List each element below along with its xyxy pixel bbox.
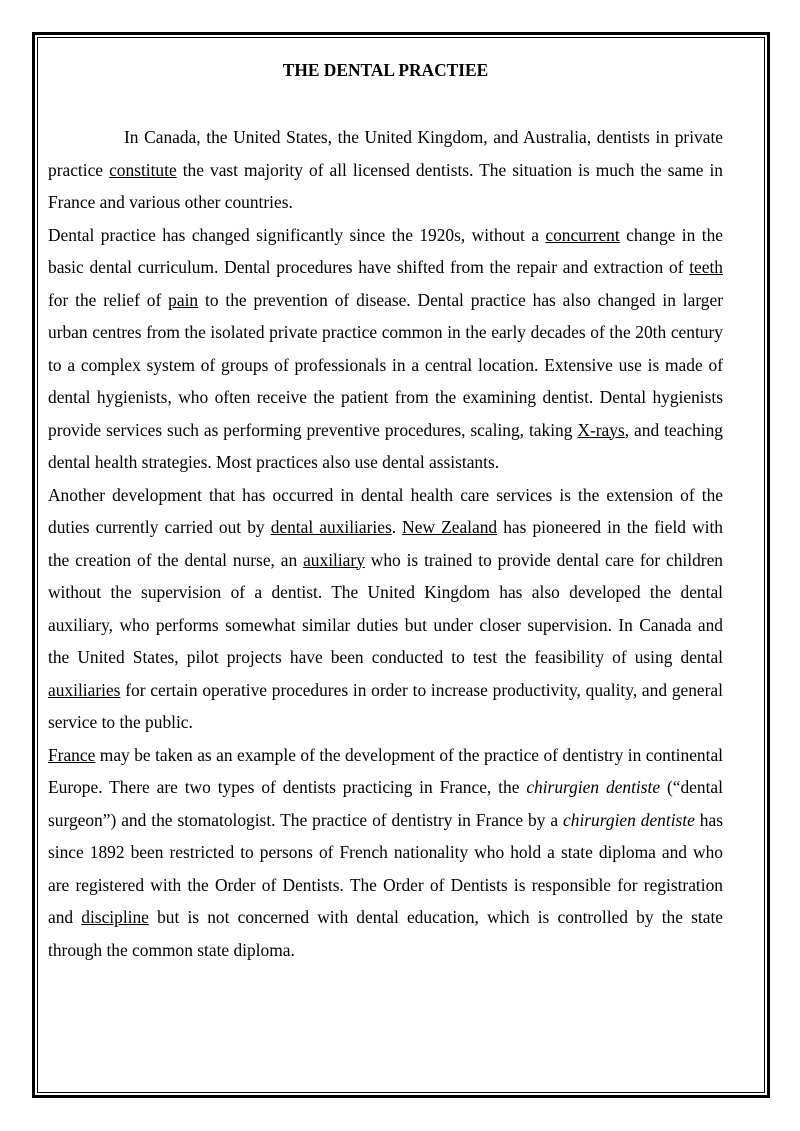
text-run: may be taken as an example of the development of the practice of dentistry in continental Europe. There are two types of dentists practicing in France, the (48, 744, 723, 797)
underlined-term: constitute (109, 159, 177, 180)
underlined-term: auxiliary (303, 549, 365, 570)
paragraph-4 (48, 739, 723, 967)
text-run: In Canada, the United States, the United Kingdom, and Australia, dentists in private practice (48, 127, 723, 180)
text-run: , and teaching dental health strategies. Most practices also use dental assistants. (48, 419, 723, 472)
italic-term: chirurgien dentiste (563, 809, 695, 830)
underlined-term: New Zealand (402, 517, 498, 537)
paragraph-3 (48, 479, 723, 739)
underlined-term: concurrent (545, 224, 620, 245)
paragraph-2 (48, 219, 723, 479)
underlined-term: X-rays (577, 419, 625, 440)
text-run: but is not concerned with dental education, which is controlled by the state through the common state diploma. (48, 907, 723, 960)
underlined-term: dental auxiliaries (270, 517, 392, 537)
text-run: . (391, 517, 403, 537)
text-run: (“dental surgeon”) and the stomatologist. The practice of dentistry in France by a (48, 777, 723, 830)
underlined-term: pain (168, 289, 199, 310)
underlined-term: France (48, 744, 96, 765)
text-run: change in the basic dental curriculum. Dental procedures have shifted from the repair and extraction of (48, 224, 723, 277)
italic-term: chirurgien dentiste (526, 777, 661, 797)
text-run: has since 1892 been restricted to persons of French nationality who hold a state diploma and who are registered with the Order of Dentists. The Order of Dentists is responsible for registration and (48, 809, 723, 927)
text-run: Another development that has occurred in dental health care services is the extension of the duties currently carried out by (48, 484, 723, 537)
text-run: to the prevention of disease. Dental practice has also changed in larger urban centres from the isolated private practice common in the early decades of the 20th century to a complex system of groups of professionals in a central location. Extensive use is made of dental hygienists, who often receive the patient from the examining dentist. Dental hygienists provide services such as performing preventive procedures, scaling, taking (48, 289, 723, 440)
underlined-term: teeth (689, 257, 723, 277)
text-run: has pioneered in the field with the creation of the dental nurse, an (48, 517, 723, 570)
text-run: for certain operative procedures in order to increase productivity, quality, and general service to the public. (48, 679, 723, 732)
text-run: Dental practice has changed significantly since the 1920s, without a (48, 224, 546, 245)
text-run: for the relief of (48, 289, 169, 310)
document-body (48, 56, 723, 966)
text-run: the vast majority of all licensed dentists. The situation is much the same in France and various other countries. (48, 159, 724, 212)
paragraph-1 (48, 121, 723, 219)
underlined-term: auxiliaries (48, 679, 121, 700)
text-run: who is trained to provide dental care for children without the supervision of a dentist. The United Kingdom has also developed the dental auxiliary, who performs somewhat similar duties but under closer supervision. In Canada and the United States, pilot projects have been conducted to test the feasibility of using dental (48, 549, 723, 667)
underlined-term: discipline (81, 907, 149, 927)
document-title: THE DENTAL PRACTIEE (282, 60, 489, 80)
